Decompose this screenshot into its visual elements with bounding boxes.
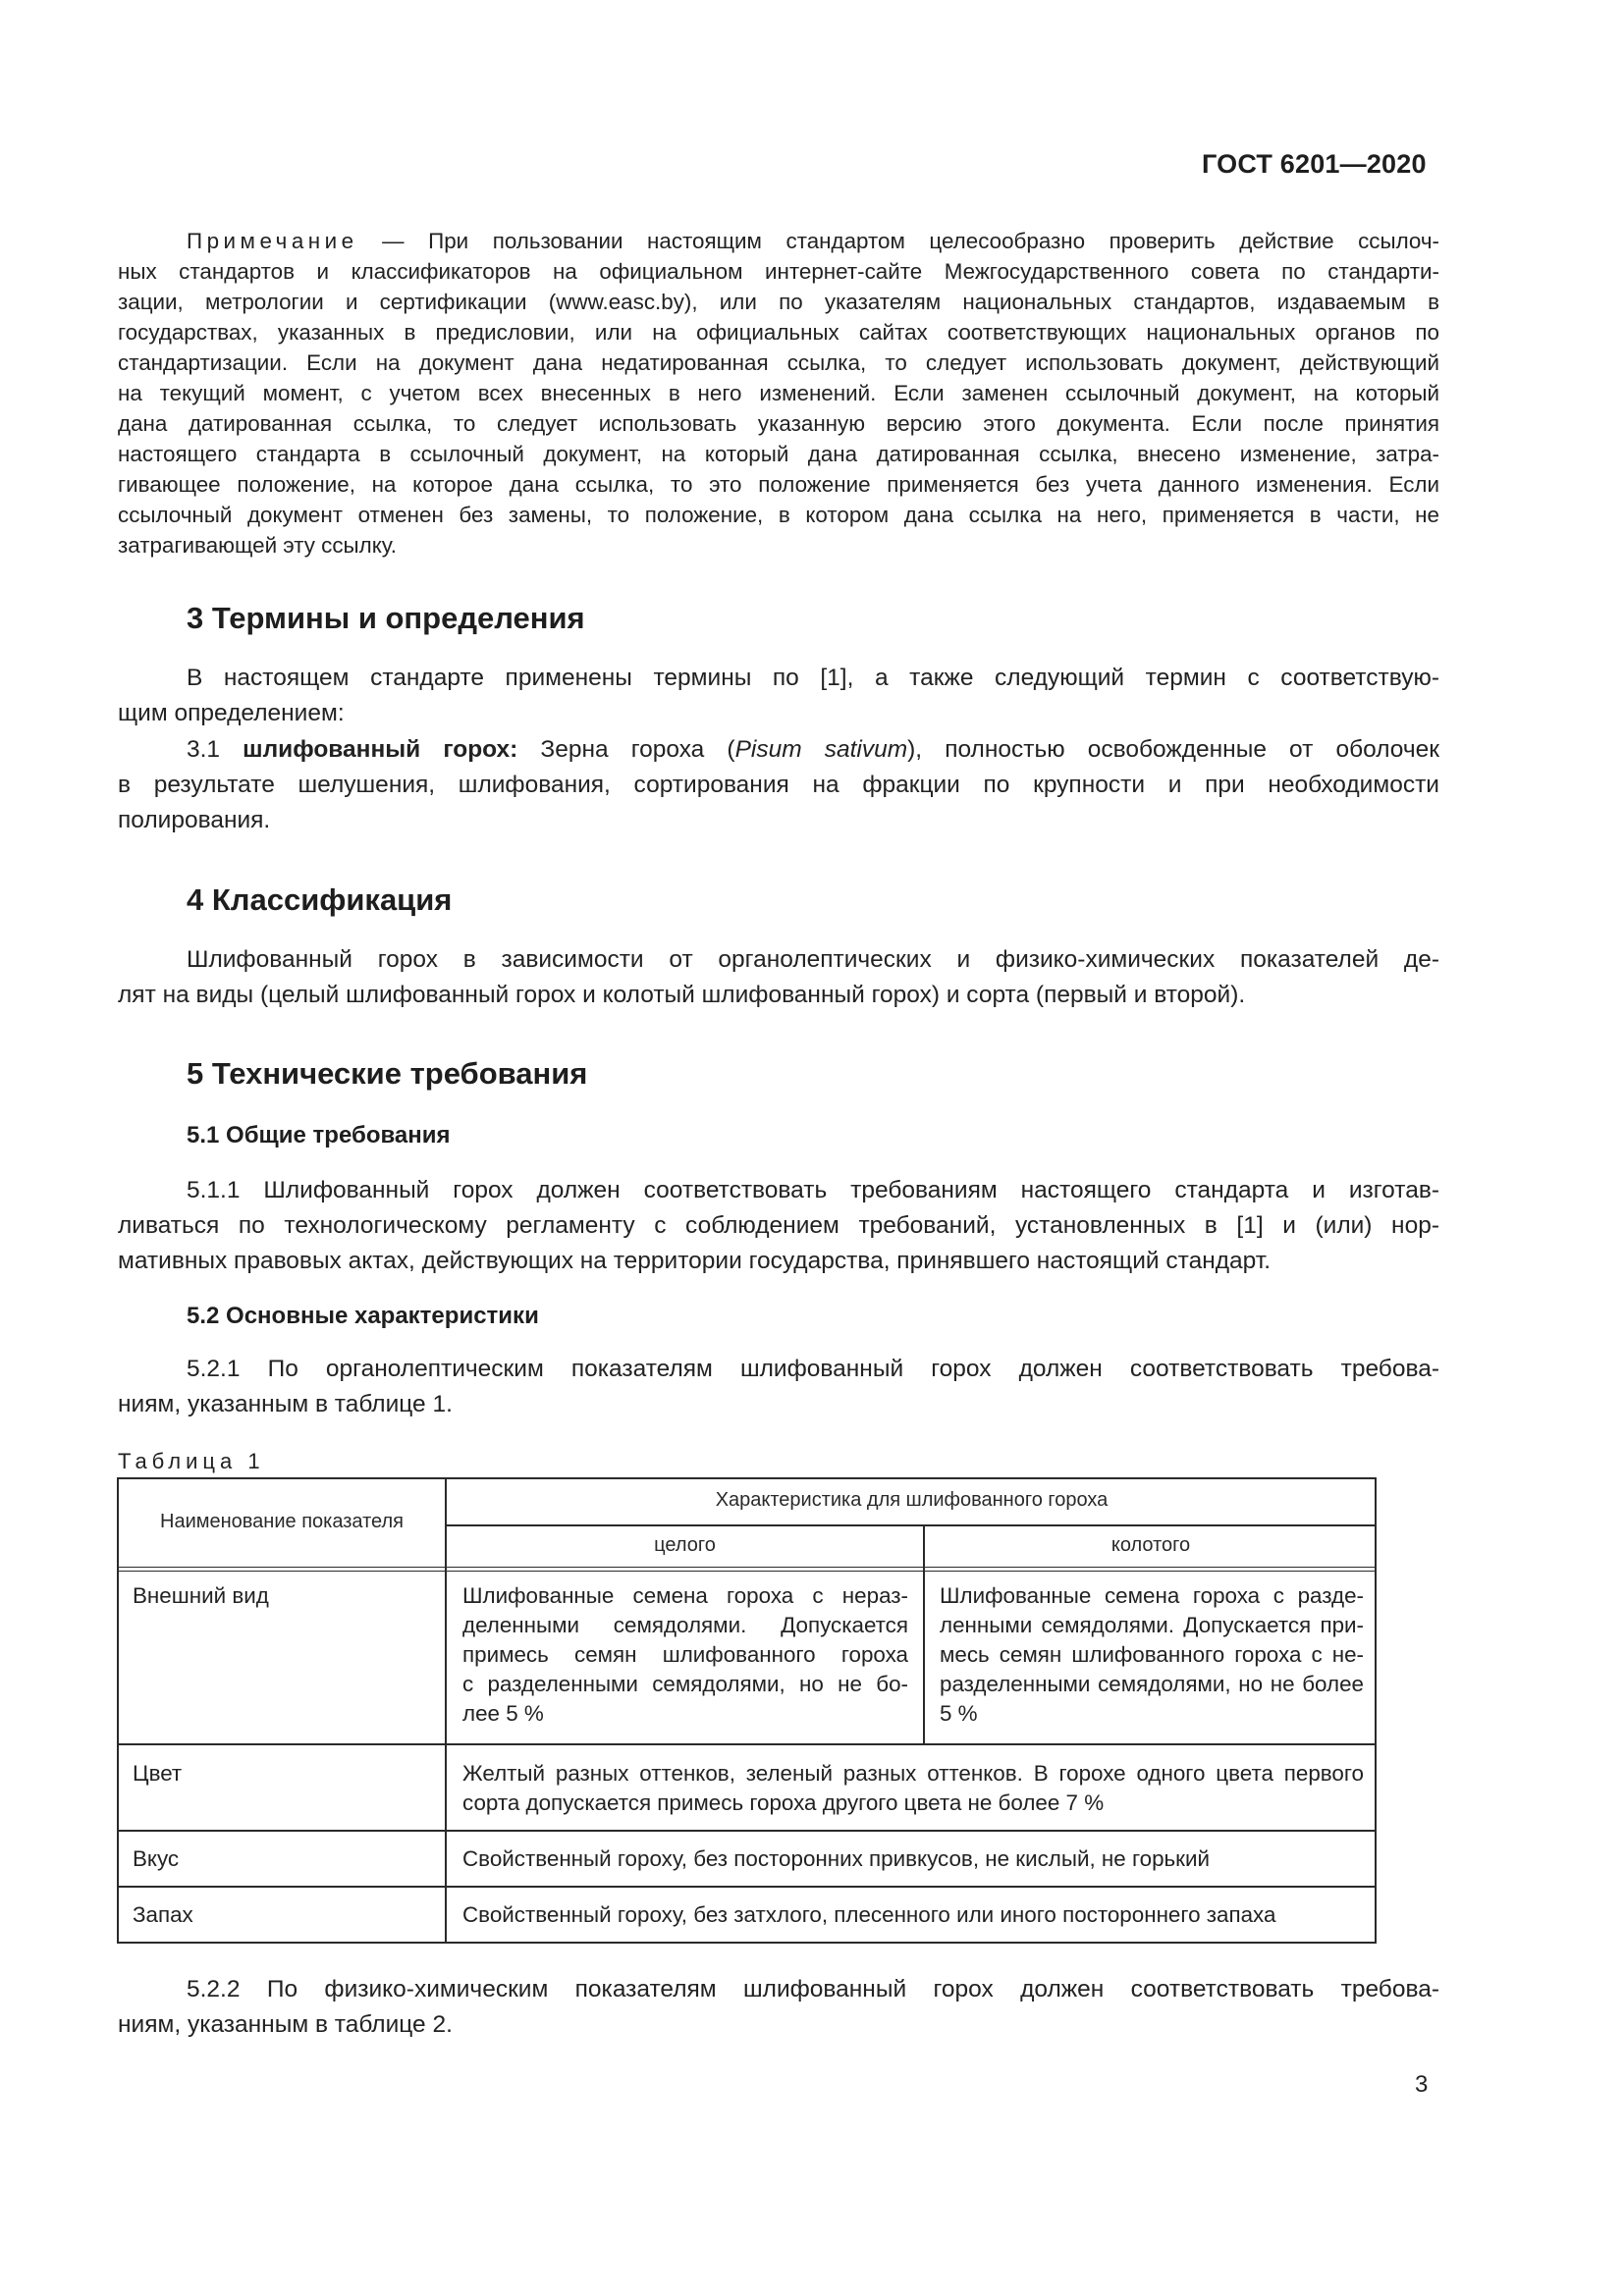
table-header-characteristic: Характеристика для шлифованного гороха (715, 1489, 1109, 1511)
term-latin-name: Pisum sativum (734, 736, 908, 763)
section-4-heading: 4 Классификация (187, 882, 453, 917)
table-header-double-line (119, 1567, 1377, 1568)
table-cell-merged: Желтый разных оттенков, зеленый разных оттенков. В горохе одного цвета первого сорта допускается примесь гороха другого цвета не более 7 % (462, 1761, 1364, 1815)
table-header-divider (445, 1524, 1377, 1526)
table-row-divider (119, 1886, 1377, 1888)
page-number: 3 (1415, 2071, 1429, 2098)
table-col-divider (923, 1524, 925, 1745)
subsection-5-1-heading: 5.1 Общие требования (187, 1122, 451, 1148)
table-cell-indicator: Запах (133, 1902, 193, 1927)
table-header-double-line (119, 1571, 1377, 1572)
table-header-indicator: Наименование показателя (160, 1511, 404, 1532)
table-cell-whole: Шлифованные семена гороха с нераз- деленными семядолями. Допускается примесь семян шлифованного гороха с разделенными семядолями, но не бо- лее 5 % (462, 1583, 908, 1726)
term-name: шлифованный горох: (243, 736, 518, 763)
table-cell-indicator: Цвет (133, 1761, 183, 1786)
table-cell-merged: Свойственный гороху, без посторонних привкусов, не кислый, не горький (462, 1846, 1210, 1871)
table-header-split: колотого (1110, 1534, 1191, 1556)
table-1 (117, 1477, 1377, 1944)
document-header-standard-id: ГОСТ 6201—2020 (1202, 149, 1427, 179)
section-3-heading: 3 Термины и определения (187, 601, 585, 635)
table-1-caption: Таблица 1 (118, 1449, 265, 1473)
table-cell-indicator: Вкус (133, 1846, 180, 1871)
note-label: Примечание (187, 229, 358, 253)
subsection-5-2-heading: 5.2 Основные характеристики (187, 1303, 539, 1329)
table-header-whole: целого (654, 1534, 716, 1556)
table-cell-indicator: Внешний вид (133, 1583, 269, 1608)
table-row-divider (119, 1743, 1377, 1745)
table-row-divider (119, 1830, 1377, 1832)
term-number: 3.1 (187, 736, 244, 763)
table-cell-split: Шлифованные семена гороха с разде- ленными семядолями. Допускается при- месь семян шлифованного гороха с не- разделенными семядолями, но не более 5 % (940, 1583, 1364, 1726)
section-5-heading: 5 Технические требования (187, 1056, 588, 1091)
table-cell-merged: Свойственный гороху, без затхлого, плесенного или иного постороннего запаха (462, 1902, 1276, 1927)
